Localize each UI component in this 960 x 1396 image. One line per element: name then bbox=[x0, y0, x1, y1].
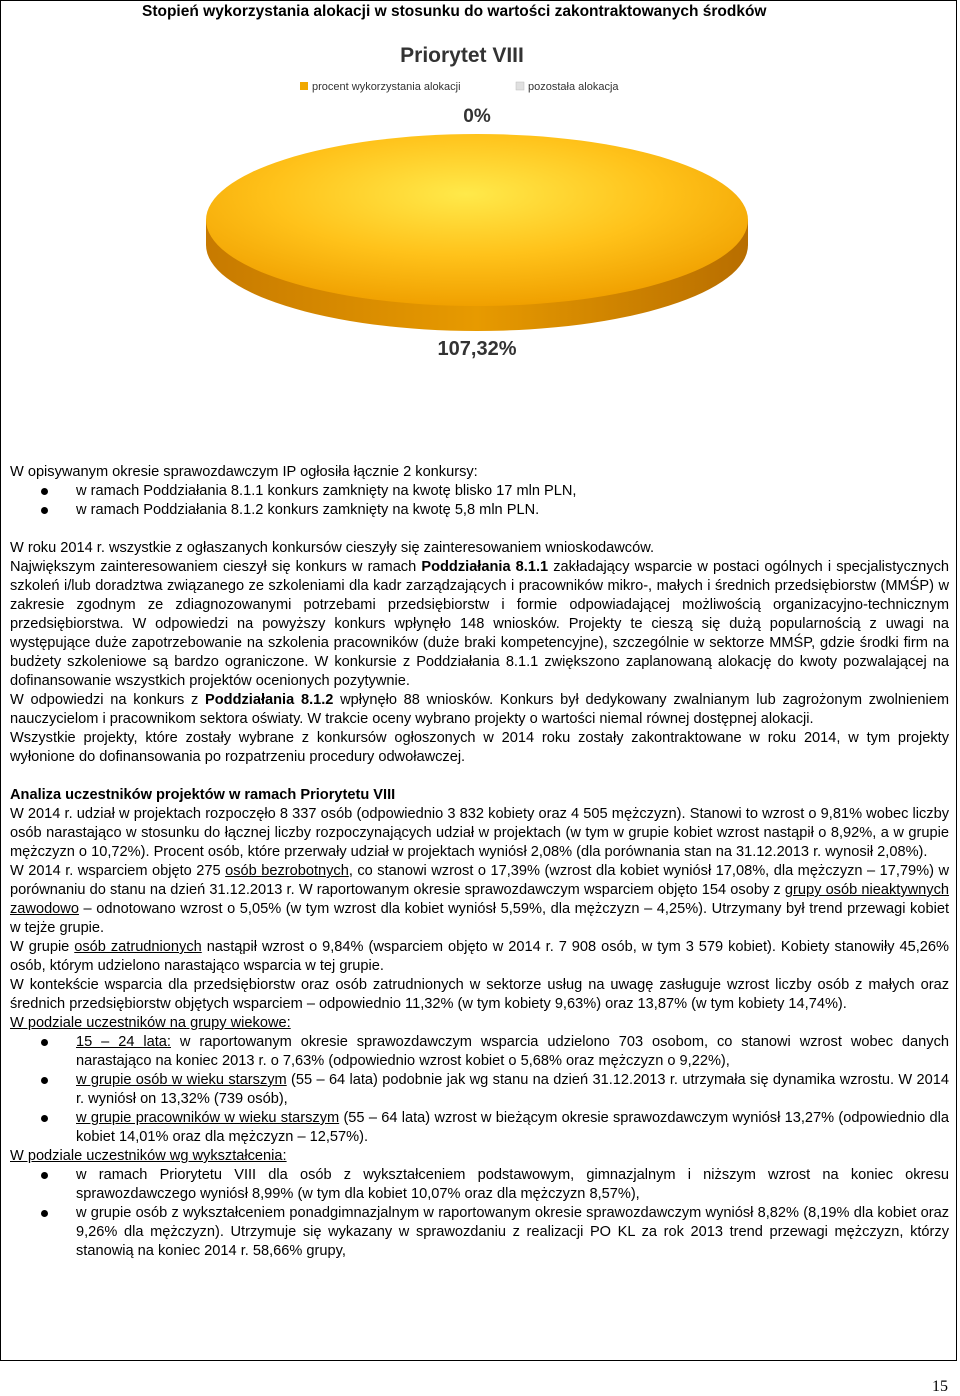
paragraph: W 2014 r. udział w projektach rozpoczęło 8 337 osób (odpowiednio 3 832 kobiety oraz 4 505 mężczyzn). Stanowi to wzrost o 9,81% wobec liczby osób narastająco w stosunku do łącznej liczby rozpoczynających udział w projektach (w tym w grupie kobiet wzrost nastąpił o 8,92%, a w grupie mężczyzn o 10,72%). Procent osób, które przerwały udział w projektach wyniósł 2,08% (dla porównania stan na 31.12.2013 r. wynosił 2,08%). bbox=[10, 806, 949, 860]
paragraph: W roku 2014 r. wszystkie z ogłaszanych konkursów cieszyły się zainteresowaniem wnioskodawców. bbox=[10, 540, 655, 556]
pie-chart-svg bbox=[0, 30, 957, 450]
contest-list bbox=[10, 482, 949, 520]
section-title: Stopień wykorzystania alokacji w stosunku do wartości zakontraktowanych środków bbox=[142, 3, 767, 20]
pie-slice-used bbox=[206, 134, 748, 331]
list-item: w ramach Poddziałania 8.1.1 konkurs zamknięty na kwotę blisko 17 mln PLN, bbox=[10, 482, 949, 501]
paragraph: Wszystkie projekty, które zostały wybrane z konkursów ogłoszonych w 2014 roku zostały zakontraktowane w roku 2014, w tym projekty wyłonione do dofinansowania po rozpatrzeniu procedury odwoławczej. bbox=[10, 730, 949, 765]
pie-chart bbox=[0, 30, 957, 450]
paragraph: W odpowiedzi na konkurs z Poddziałania 8.1.2 wpłynęło 88 wniosków. Konkurs był dedykowany zwalnianym lub zagrożonym zwolnieniem nauczycielom i pracownikom sektora oświaty. W trakcie oceny wybrano projekty o wartości niemal równej dostępnej alokacji. bbox=[10, 692, 949, 727]
legend-label-used: procent wykorzystania alokacji bbox=[312, 81, 461, 93]
subheading: Analiza uczestników projektów w ramach Priorytetu VIII bbox=[10, 787, 396, 803]
legend-swatch-used bbox=[300, 82, 308, 90]
chart-legend bbox=[300, 81, 619, 93]
paragraph: W grupie osób zatrudnionych nastąpił wzrost o 9,84% (wsparciem objęto w 2014 r. 7 908 osób, w tym 3 579 kobiet). Kobiety stanowiły 45,26% osób, którym udzielono narastająco wsparcia w tej grupie. bbox=[10, 939, 950, 974]
list-item: 15 – 24 lata: w raportowanym okresie sprawozdawczym wsparcia udzielono 703 osobom, co stanowi wzrost wobec danych narastająco na koniec 2013 r. o 7,63% (odpowiednio wzrost kobiet o 5,68% oraz mężczyzn o 9,22%), bbox=[10, 1033, 949, 1071]
slice-label-used: 107,32% bbox=[437, 338, 517, 360]
chart-title: Priorytet VIII bbox=[400, 44, 524, 67]
education-list bbox=[10, 1166, 949, 1261]
paragraph: W 2014 r. wsparciem objęto 275 osób bezrobotnych, co stanowi wzrost o 17,39% (wzrost dla kobiet wyniósł 17,08%, dla mężczyzn – 17,79%) w porównaniu do stanu na dzień 31.12.2013 r. W raportowanym okresie sprawozdawczym wsparciem objęto 154 osoby z grupy osób nieaktywnych zawodowo – odnotowano wzrost o 5,05% (w tym wzrost dla kobiet wyniósł 5,59%, dla mężczyzn – 4,25%). Utrzymany był trend przewagi kobiet w tejże grupie. bbox=[10, 863, 949, 936]
list-item: w ramach Poddziałania 8.1.2 konkurs zamknięty na kwotę 5,8 mln PLN. bbox=[10, 501, 949, 520]
paragraph: W kontekście wsparcia dla przedsiębiorstw oraz osób zatrudnionych w sektorze usług na uwagę zasługuje wzrost liczby osób z małych oraz średnich przedsiębiorstw objętych wsparciem – odpowiednio 11,32% (w tym kobiety 9,63%) oraz 13,87% (w tym kobiety 14,74%). bbox=[10, 977, 949, 1012]
page-number: 15 bbox=[932, 1378, 948, 1395]
list-item: w ramach Priorytetu VIII dla osób z wykształceniem podstawowym, gimnazjalnym i niższym wzrost na koniec okresu sprawozdawczego wyniósł 8,99% (w tym dla kobiet 10,07% oraz dla mężczyzn 8,57%), bbox=[10, 1166, 949, 1204]
list-item: w grupie osób w wieku starszym (55 – 64 lata) podobnie jak wg stanu na dzień 31.12.2013 r. utrzymała się dynamika wzrostu. W 2014 r. wyniósł on 13,32% (739 osób), bbox=[10, 1071, 949, 1109]
legend-label-remaining: pozostała alokacja bbox=[528, 81, 619, 93]
document-body bbox=[10, 463, 949, 1261]
subheading: W podziale uczestników na grupy wiekowe: bbox=[10, 1015, 291, 1031]
legend-swatch-remaining bbox=[516, 82, 524, 90]
list-item: w grupie pracowników w wieku starszym (55 – 64 lata) wzrost w bieżącym okresie sprawozdawczym wyniósł 13,27% (odpowiednio dla kobiet 14,01% oraz dla mężczyzn – 12,57%). bbox=[10, 1109, 949, 1147]
subheading: W podziale uczestników wg wykształcenia: bbox=[10, 1148, 287, 1164]
paragraph: W opisywanym okresie sprawozdawczym IP ogłosiła łącznie 2 konkursy: bbox=[10, 464, 478, 480]
paragraph: Największym zainteresowaniem cieszył się konkurs w ramach Poddziałania 8.1.1 zakładający wsparcie w postaci ogólnych i specjalistycznych szkoleń i/lub doradztwa związanego ze szkoleniami dla kadr zarządzających i pracowników mikro-, małych i średnich przedsiębiorstw (MMŚP) w zakresie zgodnym ze zdiagnozowanymi potrzebami przedsiębiorstw i formie odpowiadającej możliwością organizacyjno-technicznym przedsiębiorstwa. W odpowiedzi na powyższy konkurs wpłynęło 148 wniosków. Projekty te cieszą się dużą popularnością z uwagi na występujące duże zapotrzebowanie na szkolenia pracowników (duże braki kompetencyjne), szczególnie w sektorze MMŚP, gdzie środki firm na budżety szkoleniowe są bardzo ograniczone. W konkursie z Poddziałania 8.1.1 zwiększono zaplanowaną alokację do kwoty pozwalającej na dofinansowanie wszystkich projektów ocenionych pozytywnie. bbox=[10, 559, 949, 689]
age-groups-list bbox=[10, 1033, 949, 1147]
slice-label-remaining: 0% bbox=[463, 106, 491, 127]
list-item: w grupie osób z wykształceniem ponadgimnazjalnym w raportowanym okresie sprawozdawczym wyniósł 8,82% (8,19% dla kobiet oraz 9,26% dla mężczyzn). Utrzymuje się wykazany w sprawozdaniu z realizacji PO KL za rok 2013 trend przewagi mężczyzn, którzy stanowią na koniec 2014 r. 58,66% grupy, bbox=[10, 1204, 949, 1261]
